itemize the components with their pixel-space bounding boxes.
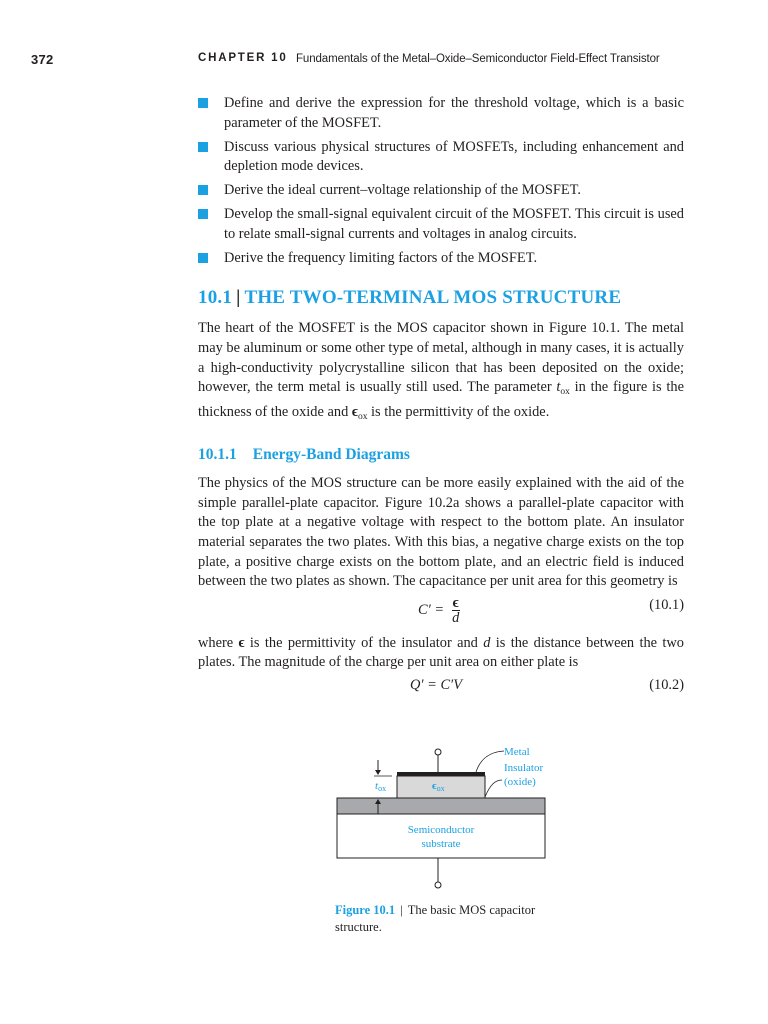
objectives-list (198, 94, 684, 268)
subsection-paragraph (198, 634, 684, 673)
equation-number: (10.1) (649, 596, 684, 613)
subsection-title: Energy-Band Diagrams (252, 446, 410, 464)
epsilon-subscript: ox (357, 411, 368, 422)
figure-10-1 (330, 740, 560, 890)
metal-plate (397, 772, 485, 776)
substrate-label: substrate (421, 838, 461, 850)
epsilon-symbol: ϵ (351, 403, 358, 420)
bullet-square-icon (198, 142, 208, 152)
equation-lhs: C′ = (418, 601, 448, 618)
paragraph-text: in the figure is the thickness of the oxide and (198, 379, 684, 420)
objective-text: Discuss various physical structures of MOSFETs, including enhancement and depletion mode devices. (224, 138, 684, 175)
figure-caption (335, 902, 565, 936)
list-item (198, 94, 684, 133)
running-head (0, 52, 768, 70)
tox-symbol: t (556, 379, 561, 396)
chapter-label: CHAPTER 10 (198, 52, 288, 64)
section-paragraph (198, 319, 684, 427)
list-item (198, 138, 684, 177)
objective-text: Define and derive the expression for the threshold voltage, which is a basic parameter of the MOSFET. (224, 95, 684, 131)
list-item (198, 181, 684, 201)
bullet-square-icon (198, 253, 208, 263)
top-terminal-icon (435, 749, 441, 755)
chapter-title: Fundamentals of the Metal–Oxide–Semiconductor Field-Effect Transistor (296, 53, 660, 65)
fraction-denominator: d (452, 609, 460, 626)
list-item (198, 249, 684, 269)
section-title: THE TWO-TERMINAL MOS STRUCTURE (244, 287, 622, 309)
insulator-leader-line (485, 780, 502, 797)
bottom-terminal-icon (435, 882, 441, 888)
paragraph-text: is the permittivity of the insulator and (244, 634, 484, 651)
objective-text: Derive the frequency limiting factors of the MOSFET. (224, 249, 538, 266)
bullet-square-icon (198, 209, 208, 219)
tox-label: tox (375, 780, 387, 793)
paragraph-text: is the permittivity of the oxide. (367, 403, 550, 420)
oxide-label: (oxide) (504, 776, 536, 788)
list-item (198, 205, 684, 244)
epsilon-symbol: ϵ (238, 634, 245, 651)
objective-text: Develop the small-signal equivalent circuit of the MOSFET. This circuit is used to relate small-signal currents and voltages in analog circuits. (224, 206, 684, 242)
equation-number: (10.2) (649, 677, 684, 694)
bullet-square-icon (198, 98, 208, 108)
equation-fraction (452, 596, 460, 625)
metal-label: Metal (504, 746, 530, 758)
subsection-paragraph: The physics of the MOS structure can be more easily explained with the aid of the simple parallel-plate capacitor. Figure 10.2a shows a parallel-plate capacitor with the top plate at a negative voltage with respect to the bottom plate. An insulator material separates the two plates. With this bias, a negative charge exists on the top plate, a positive charge exists on the bottom plate, and an electric field is induced between the two plates as shown. The capacitance per unit area for this geometry is (198, 475, 684, 590)
subsection-number: 10.1.1 (198, 446, 237, 464)
mos-capacitor-diagram (330, 740, 560, 890)
equation-10-1 (198, 592, 684, 626)
paragraph-text: where (198, 634, 239, 651)
caption-separator: | (400, 903, 403, 917)
eps-label: ϵox (432, 780, 445, 793)
section-number: 10.1 (198, 287, 233, 309)
caption-text: The basic MOS capacitor structure. (335, 903, 536, 934)
equation-body: Q′ = C′V (410, 677, 462, 694)
semiconductor-label: Semiconductor (407, 824, 475, 836)
insulator-label: Insulator (504, 762, 544, 774)
page-content (198, 94, 684, 699)
d-symbol: d (483, 634, 491, 651)
tox-arrowhead-down-icon (375, 770, 381, 775)
equation-10-2 (198, 673, 684, 699)
section-heading (198, 286, 684, 310)
objective-text: Derive the ideal current–voltage relationship of the MOSFET. (224, 182, 581, 199)
caption-label: Figure 10.1 (335, 903, 396, 917)
page-number: 372 (31, 52, 54, 67)
tox-subscript: ox (560, 387, 570, 398)
paragraph-text: is the distance between the two plates. The magnitude of the charge per unit area on either plate is (198, 634, 684, 671)
paragraph-text: The heart of the MOSFET is the MOS capacitor shown in Figure 10.1. The metal may be aluminum or some other type of metal, although in many cases, it is actually a high-conductivity polycrystalline silicon that has been deposited on the oxide; however, the term metal is usually still used. The parameter (198, 320, 684, 396)
section-separator: | (236, 287, 241, 309)
equation-body (418, 596, 460, 625)
metal-leader-line (476, 751, 504, 772)
substrate-surface-band (337, 798, 545, 814)
bullet-square-icon (198, 185, 208, 195)
fraction-numerator: ϵ (452, 594, 459, 611)
subsection-heading (198, 444, 684, 466)
